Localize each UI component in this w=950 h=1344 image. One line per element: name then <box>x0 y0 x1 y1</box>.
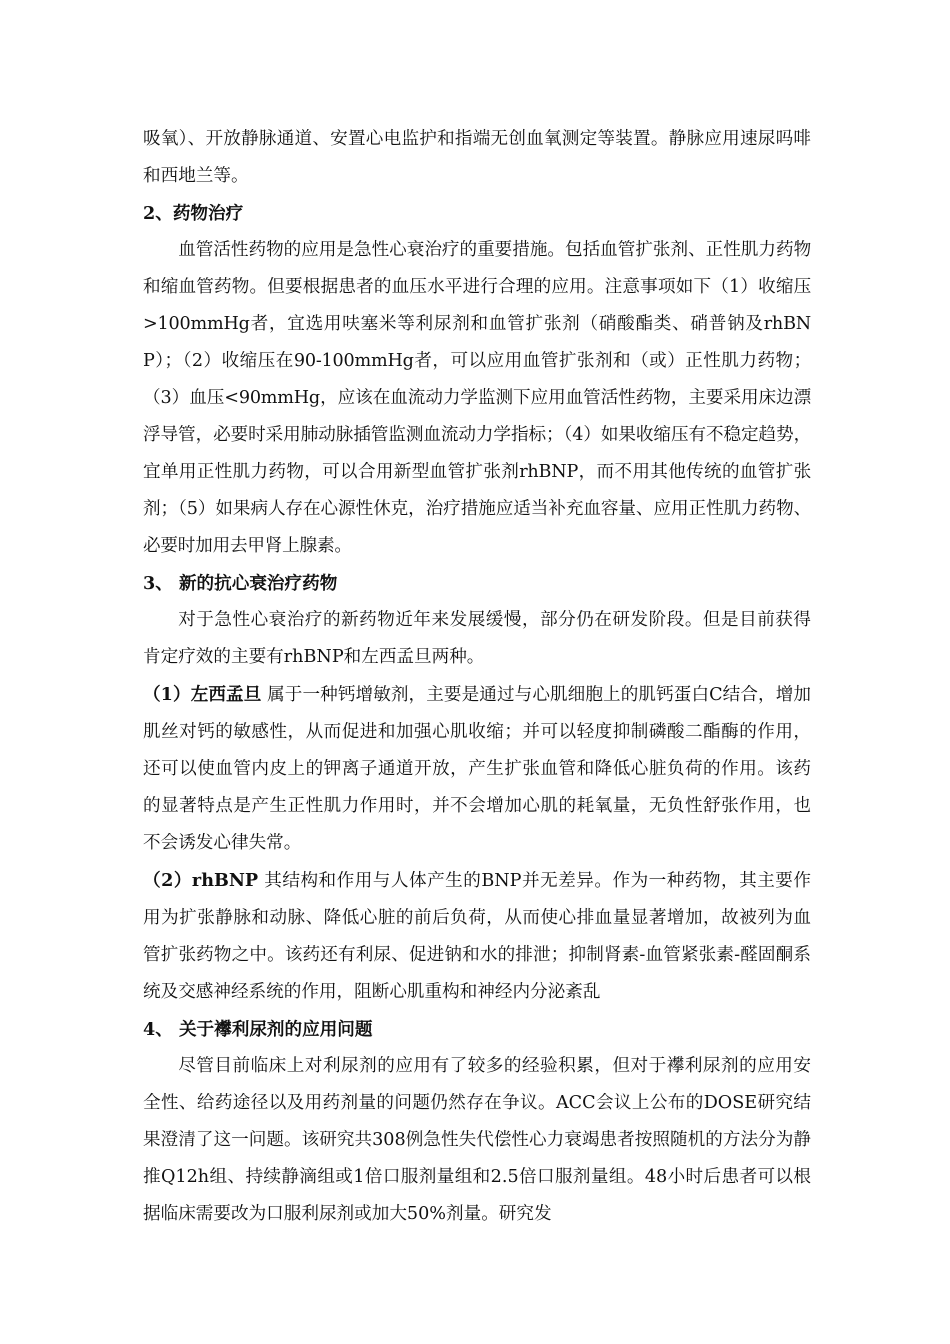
paragraph-loop-diuretics: 尽管目前临床上对利尿剂的应用有了较多的经验积累，但对于襻利尿剂的应用安全性、给药途径以及用药剂量的问题仍然存在争议。ACC会议上公布的DOSE研究结果澄清了这一问题。该研究共308例急性失代偿性心力衰竭患者按照随机的方法分为静推Q12h组、持续静滴组或1倍口服剂量组和2.5倍口服剂量组。48小时后患者可以根据临床需要改为口服利尿剂或加大50%剂量。研究发 <box>143 1056 811 1224</box>
item-rhbnp <box>143 862 811 1011</box>
item-levosimendan <box>143 676 811 862</box>
heading-loop-diuretics: 4、 关于襻利尿剂的应用问题 <box>143 1019 373 1040</box>
heading-drug-therapy: 2、药物治疗 <box>143 203 244 224</box>
paragraph-intro: 吸氧）、开放静脉通道、安置心电监护和指端无创血氧测定等装置。静脉应用速尿吗啡和西地兰等。 <box>143 129 811 186</box>
item-levosimendan-label: （1）左西孟旦 <box>143 684 262 705</box>
document-body <box>143 121 811 1233</box>
paragraph-new-drugs: 对于急性心衰治疗的新药物近年来发展缓慢，部分仍在研发阶段。但是目前获得肯定疗效的主要有rhBNP和左西孟旦两种。 <box>143 610 811 667</box>
item-rhbnp-label: （2）rhBNP <box>143 870 259 891</box>
item-levosimendan-text: 属于一种钙增敏剂，主要是通过与心肌细胞上的肌钙蛋白C结合，增加肌丝对钙的敏感性，从而促进和加强心肌收缩；并可以轻度抑制磷酸二酯酶的作用，还可以使血管内皮上的钾离子通道开放，产生扩张血管和降低心脏负荷的作用。该药的显著特点是产生正性肌力作用时，并不会增加心肌的耗氧量，无负性舒张作用，也不会诱发心律失常。 <box>143 685 811 853</box>
paragraph-drug-therapy: 血管活性药物的应用是急性心衰治疗的重要措施。包括血管扩张剂、正性肌力药物和缩血管药物。但要根据患者的血压水平进行合理的应用。注意事项如下（1）收缩压>100mmHg者，宜选用呋塞米等利尿剂和血管扩张剂（硝酸酯类、硝普钠及rhBNP）；（2）收缩压在90-100mmHg者，可以应用血管扩张剂和（或）正性肌力药物；（3）血压<90mmHg，应该在血流动力学监测下应用血管活性药物，主要采用床边漂浮导管，必要时采用肺动脉插管监测血流动力学指标；（4）如果收缩压有不稳定趋势，宜单用正性肌力药物，可以合用新型血管扩张剂rhBNP，而不用其他传统的血管扩张剂；（5）如果病人存在心源性休克，治疗措施应适当补充血容量、应用正性肌力药物、必要时加用去甲肾上腺素。 <box>143 240 811 556</box>
heading-new-drugs: 3、 新的抗心衰治疗药物 <box>143 573 338 594</box>
item-rhbnp-text: 其结构和作用与人体产生的BNP并无差异。作为一种药物，其主要作用为扩张静脉和动脉、降低心脏的前后负荷，从而使心排血量显著增加，故被列为血管扩张药物之中。该药还有利尿、促进钠和水的排泄；抑制肾素-血管紧张素-醛固酮系统及交感神经系统的作用，阻断心肌重构和神经内分泌紊乱 <box>143 871 811 1002</box>
